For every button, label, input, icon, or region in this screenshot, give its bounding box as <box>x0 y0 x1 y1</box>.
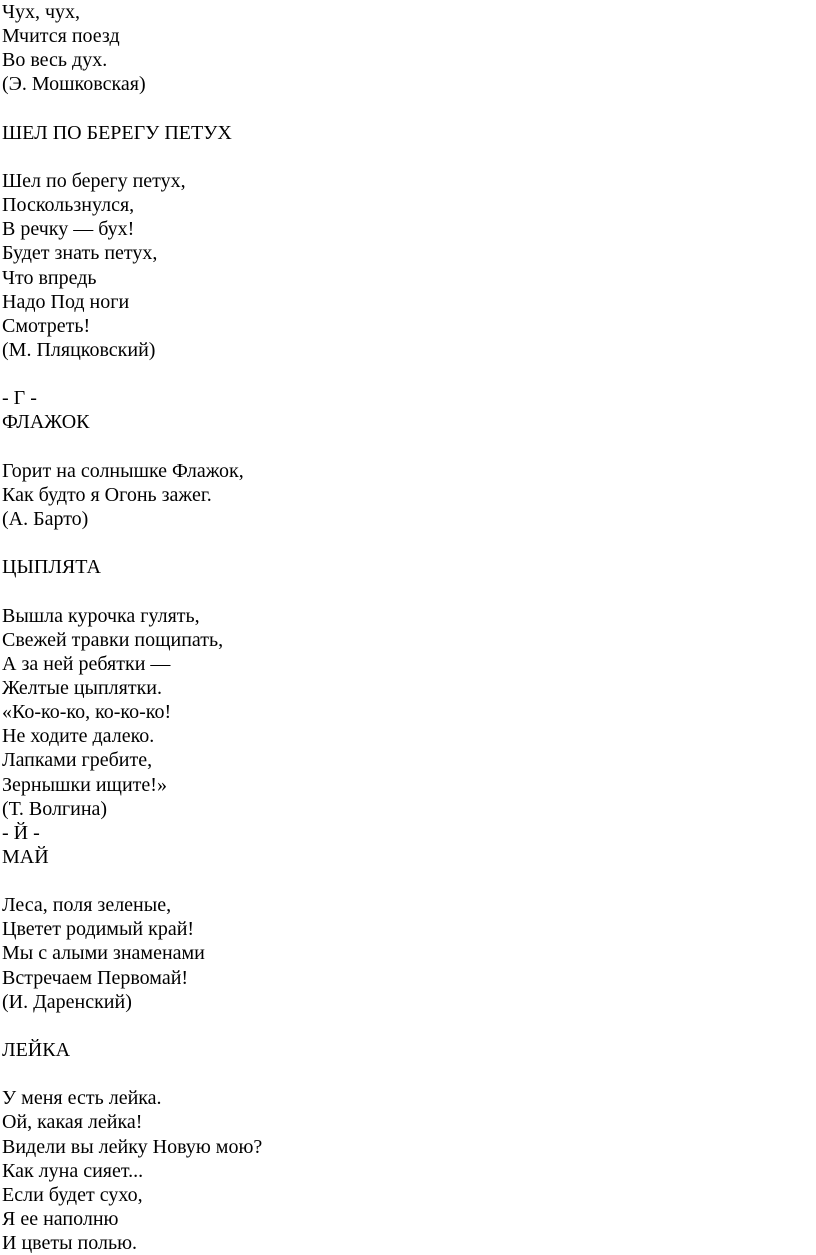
text-line: Как луна сияет... <box>2 1159 144 1182</box>
blank-line <box>2 435 816 459</box>
text-line: - Й - <box>2 821 40 844</box>
blank-line <box>2 362 816 386</box>
text-line: - Г - <box>2 387 37 410</box>
text-line: Мчится поезд <box>2 25 120 48</box>
text-line: Что впредь <box>2 266 97 289</box>
text-line: ЛЕЙКА <box>2 1039 71 1062</box>
text-line: Желтые цыплятки. <box>2 676 162 699</box>
text-line: Будет знать петух, <box>2 242 158 265</box>
text-line: Как будто я Огонь зажег. <box>2 483 212 506</box>
text-line: Вышла курочка гулять, <box>2 604 200 627</box>
text-line: Не ходите далеко. <box>2 725 155 748</box>
text-line: Цветет родимый край! <box>2 918 195 941</box>
text-line: Шел по берегу петух, <box>2 169 186 192</box>
text-line: В речку — бух! <box>2 218 135 241</box>
text-line: (А. Барто) <box>2 507 89 530</box>
blank-line <box>2 97 816 121</box>
text-line: Зернышки ищите!» <box>2 773 167 796</box>
text-line: (Т. Волгина) <box>2 797 108 820</box>
text-line: И цветы полью. <box>2 1232 138 1255</box>
text-line: Ой, какая лейка! <box>2 1111 143 1134</box>
text-line: «Ко-ко-ко, ко-ко-ко! <box>2 701 172 724</box>
text-line: (Э. Мошковская) <box>2 73 146 96</box>
text-line: Видели вы лейку Новую мою? <box>2 1135 263 1158</box>
text-line: А за ней ребятки — <box>2 652 171 675</box>
text-line: У меня есть лейка. <box>2 1087 162 1110</box>
text-line: Смотреть! <box>2 314 91 337</box>
blank-line <box>2 145 816 169</box>
text-line: Если будет сухо, <box>2 1183 143 1206</box>
text-line: Надо Под ноги <box>2 290 130 313</box>
text-line: Во весь дух. <box>2 49 108 72</box>
text-line: Лапками гребите, <box>2 749 153 772</box>
text-line: ФЛАЖОК <box>2 411 90 434</box>
blank-line <box>2 869 816 893</box>
text-line: Горит на солнышке Флажок, <box>2 459 244 482</box>
text-line: (М. Пляцковский) <box>2 338 156 361</box>
text-line: Встречаем Первомай! <box>2 966 189 989</box>
text-line: Свежей травки пощипать, <box>2 628 224 651</box>
blank-line <box>2 1014 816 1038</box>
text-line: (И. Даренский) <box>2 990 132 1013</box>
text-line: Поскользнулся, <box>2 194 135 217</box>
blank-line <box>2 1062 816 1086</box>
text-line: ЦЫПЛЯТА <box>2 556 101 579</box>
blank-line <box>2 531 816 555</box>
text-line: Мы с алыми знаменами <box>2 942 205 965</box>
text-line: ШЕЛ ПО БЕРЕГУ ПЕТУХ <box>2 121 232 144</box>
text-line: Леса, поля зеленые, <box>2 894 172 917</box>
text-line: МАЙ <box>2 845 49 868</box>
blank-line <box>2 579 816 603</box>
text-line: Я ее наполню <box>2 1208 119 1231</box>
text-line: Чух, чух, <box>2 1 81 23</box>
